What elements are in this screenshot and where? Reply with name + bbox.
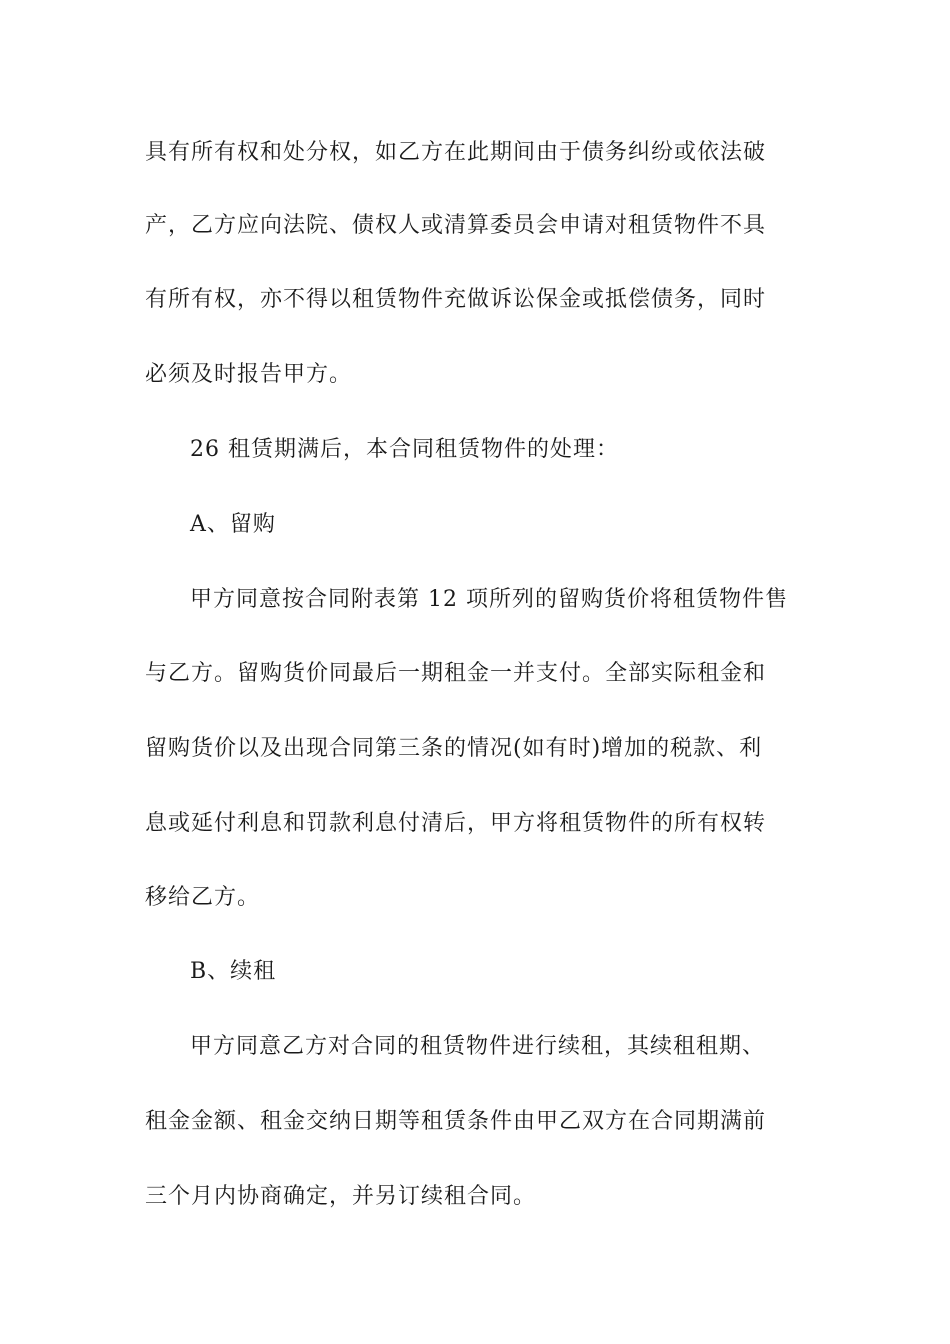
paragraph-line: 产，乙方应向法院、债权人或清算委员会申请对租赁物件不具 (145, 213, 767, 238)
paragraph-line: 有所有权，亦不得以租赁物件充做诉讼保金或抵偿债务，同时 (145, 287, 767, 312)
paragraph-line: 三个月内协商确定，并另订续租合同。 (145, 1184, 537, 1209)
subsection-heading-a: A、留购 (190, 512, 276, 537)
paragraph-line: 具有所有权和处分权，如乙方在此期间由于债务纠纷或依法破 (145, 140, 767, 165)
paragraph-line: 移给乙方。 (145, 885, 261, 910)
paragraph-line: 必须及时报告甲方。 (145, 362, 353, 387)
paragraph-line: 与乙方。留购货价同最后一期租金一并支付。全部实际租金和 (145, 661, 767, 686)
subsection-heading-b: B、续租 (190, 959, 277, 984)
paragraph-line: 留购货价以及出现合同第三条的情况(如有时)增加的税款、利 (145, 736, 763, 761)
paragraph-line: 息或延付利息和罚款利息付清后，甲方将租赁物件的所有权转 (145, 811, 767, 836)
section-heading: 26 租赁期满后，本合同租赁物件的处理： (190, 437, 619, 462)
paragraph-line: 甲方同意按合同附表第 12 项所列的留购货价将租赁物件售 (190, 587, 788, 612)
paragraph-line: 租金金额、租金交纳日期等租赁条件由甲乙双方在合同期满前 (145, 1109, 767, 1134)
paragraph-line: 甲方同意乙方对合同的租赁物件进行续租，其续租租期、 (190, 1034, 766, 1059)
